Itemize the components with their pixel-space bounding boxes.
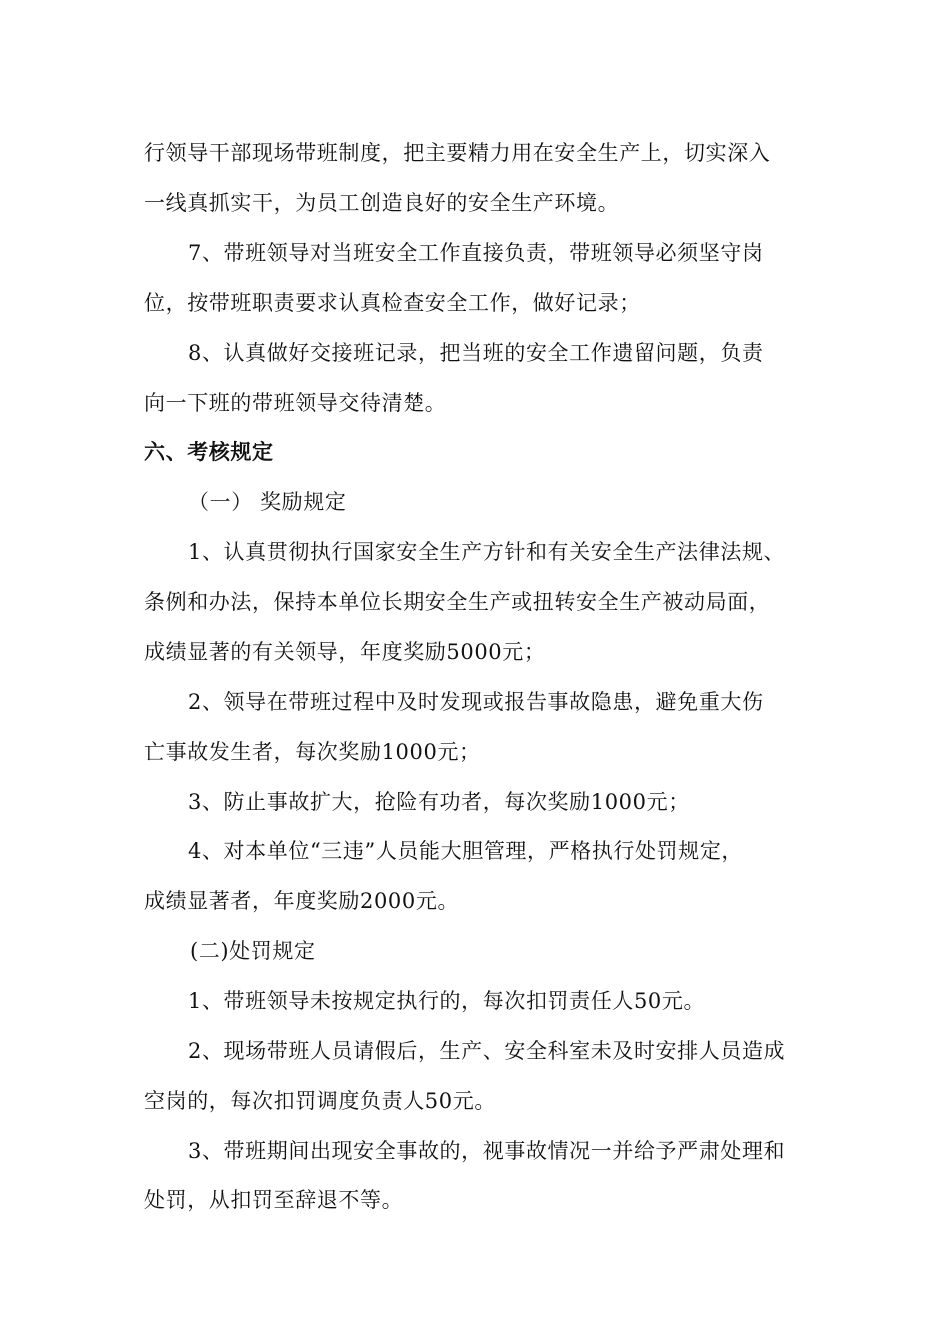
paragraph-line: 2、现场带班人员请假后，生产、安全科室未及时安排人员造成 [188, 1039, 786, 1063]
paragraph-line: 条例和办法，保持本单位长期安全生产或扭转安全生产被动局面， [144, 590, 771, 614]
paragraph-line: 3、带班期间出现安全事故的，视事故情况一并给予严肃处理和 [188, 1139, 786, 1163]
section-heading: 六、考核规定 [144, 439, 274, 464]
paragraph-line: 成绩显著的有关领导，年度奖励5000元； [144, 640, 546, 664]
paragraph-line: 4、对本单位“三违”人员能大胆管理，严格执行处罚规定， [188, 839, 744, 863]
paragraph-line: 位，按带班职责要求认真检查安全工作，做好记录； [144, 291, 641, 315]
paragraph-line: 向一下班的带班领导交待清楚。 [144, 391, 447, 415]
paragraph-line: 行领导干部现场带班制度，把主要精力用在安全生产上，切实深入 [144, 141, 771, 165]
paragraph-line: 处罚，从扣罚至辞退不等。 [144, 1188, 404, 1212]
paragraph-line: 2、领导在带班过程中及时发现或报告事故隐患，避免重大伤 [188, 690, 764, 714]
paragraph-line: 一线真抓实干，为员工创造良好的安全生产环境。 [144, 191, 620, 215]
paragraph-line: 1、带班领导未按规定执行的，每次扣罚责任人50元。 [188, 989, 706, 1013]
paragraph-line: 3、防止事故扩大，抢险有功者，每次奖励1000元； [188, 790, 690, 814]
paragraph-line: 成绩显著者，年度奖励2000元。 [144, 889, 460, 913]
paragraph-line: 7、带班领导对当班安全工作直接负责，带班领导必须坚守岗 [188, 241, 764, 265]
paragraph-line: 空岗的，每次扣罚调度负责人50元。 [144, 1089, 496, 1113]
subsection-heading-penalty: (二)处罚规定 [190, 939, 316, 963]
paragraph-line: 亡事故发生者，每次奖励1000元； [144, 740, 481, 764]
paragraph-line: 1、认真贯彻执行国家安全生产方针和有关安全生产法律法规、 [188, 540, 786, 564]
paragraph-line: 8、认真做好交接班记录，把当班的安全工作遗留问题，负责 [188, 341, 764, 365]
subsection-heading-reward: （一） 奖励规定 [188, 490, 347, 514]
